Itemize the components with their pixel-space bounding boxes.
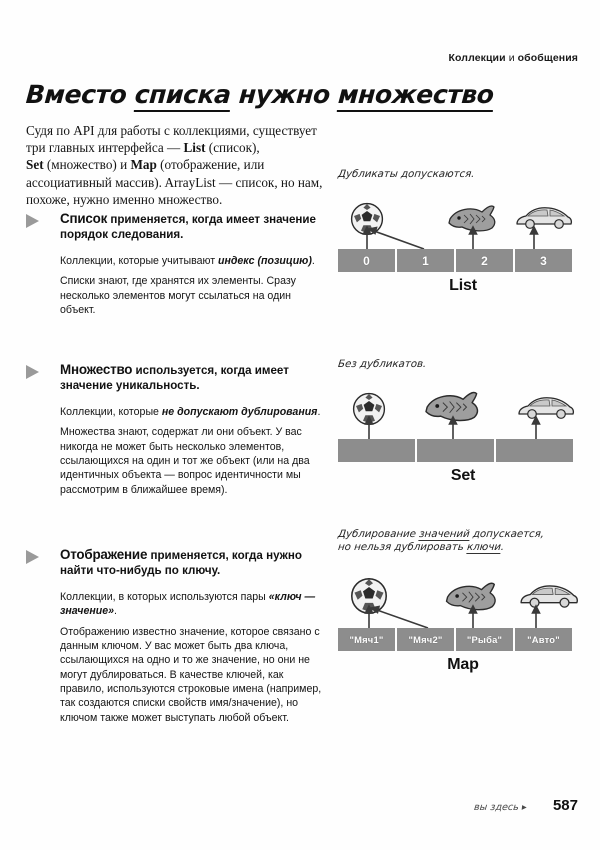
page-footer [474, 797, 578, 814]
intro-line-5: похоже, нужно именно множество. [26, 191, 223, 207]
intro-line-3b: (множество) и [43, 157, 131, 173]
car-icon [514, 204, 574, 237]
page-title-underlined2: множество [337, 80, 495, 112]
running-head-tail: обобщения [517, 52, 578, 64]
list-cell-0: 0 [338, 249, 395, 272]
section-list-lead-rest: применяется, когда имеет значение порядок следования. [60, 213, 316, 241]
section-list-para-1-pre: Коллекции, которые учитывают [60, 255, 218, 268]
diagram-map-note-line-1 [337, 528, 588, 541]
section-list [26, 212, 326, 317]
section-list-para-1 [60, 254, 326, 268]
map-cell-2: "Рыба" [456, 628, 513, 651]
set-cell-1 [417, 439, 494, 462]
triangle-bullet-icon [26, 214, 39, 228]
car-icon [516, 394, 576, 427]
section-map [26, 548, 326, 725]
diagram-list-bar [338, 249, 588, 272]
intro-line-4: ассоциативный массив). ArrayList — список, но нам, [26, 174, 323, 190]
diagram-list-note: Дубликаты допускаются. [337, 169, 476, 180]
map-note-2b: . [500, 542, 505, 553]
soccer-ball-icon [352, 392, 386, 431]
diagram-set-icons [338, 377, 588, 439]
section-map-para-1-pre: Коллекции, в которых используются пары [60, 591, 269, 604]
section-list-para-1-post: . [311, 255, 315, 268]
section-map-para-1 [60, 590, 326, 619]
section-list-para-2: Списки знают, где хранятся их элементы. Сразу несколько элементов могут ссылаться на один объект. [60, 275, 296, 317]
fish-icon [446, 202, 500, 239]
section-set-lead-rest: используется, когда имеет значение уникальность. [60, 364, 289, 392]
section-list-para-1-em: индекс (позицию) [218, 255, 312, 268]
fish-icon [422, 388, 484, 429]
section-map-lead-rest: применяется, когда нужно найти что-нибудь по ключу. [60, 549, 302, 577]
section-map-para-2: Отображению известно значение, которое связано с данным ключом. У вас может быть два ключа, ссылающихся на одно и то же значение, но они не могут дублироваться. В качестве ключей, как правило, используются строковые имена (например, так создаются списки свойств имя/значение), но ключом также может выступать любой объект. [60, 625, 322, 724]
running-head-main: Коллекции [448, 52, 506, 64]
map-cell-0: "Мяч1" [338, 628, 395, 651]
section-list-body [60, 254, 326, 317]
you-are-here-marker: вы здесь ▸ [473, 802, 528, 813]
section-list-term: Список [60, 211, 108, 226]
diagram-map-icons [338, 566, 588, 628]
map-note-1a: Дублирование [337, 529, 420, 540]
map-note-2a: но нельзя дублировать [337, 542, 468, 553]
map-cell-1: "Мяч2" [397, 628, 454, 651]
intro-term-map: Map [130, 157, 157, 173]
map-note-1b: допускается, [469, 529, 545, 540]
section-map-body [60, 590, 326, 725]
diagram-set [338, 358, 588, 485]
diagram-list-label: List [449, 277, 477, 294]
intro-term-set: Set [26, 157, 44, 173]
diagram-map-note-line-2 [337, 541, 588, 554]
triangle-bullet-icon [26, 365, 39, 379]
section-set-lead [60, 363, 326, 393]
section-map-para-1-post: . [114, 605, 117, 618]
diagram-set-label: Set [450, 467, 476, 484]
set-cell-0 [338, 439, 415, 462]
diagram-set-note: Без дубликатов. [337, 359, 427, 370]
section-set-para-1-pre: Коллекции, которые [60, 406, 162, 419]
list-cell-2: 2 [456, 249, 513, 272]
running-head [449, 52, 578, 64]
section-list-lead [60, 212, 326, 242]
section-set-para-1-post: . [317, 406, 321, 419]
diagram-map-label: Map [447, 656, 479, 673]
running-head-conjunction: и [505, 52, 518, 64]
page-title [25, 80, 495, 109]
soccer-ball-icon [350, 577, 388, 620]
page-title-part1: Вместо [24, 80, 136, 109]
section-set-para-1 [60, 405, 326, 419]
map-cell-3: "Авто" [515, 628, 572, 651]
car-icon [518, 582, 580, 616]
section-set-para-2: Множества знают, содержат ли они объект. У вас никогда не может быть несколько элементов, ссылающихся на один и тот же объект (или на два идентичных объекта — вопрос идентичности мы рассмотрим в ближайшее время). [60, 426, 310, 496]
set-cell-2 [496, 439, 573, 462]
intro-line-2a: три главных интерфейса — [26, 140, 184, 156]
intro-line-2c: (список), [205, 140, 260, 156]
section-map-term: Отображение [60, 547, 148, 562]
diagram-list-icons [338, 187, 588, 249]
soccer-ball-icon [350, 202, 384, 241]
triangle-bullet-icon [26, 550, 39, 564]
diagram-map [338, 528, 588, 674]
list-cell-3: 3 [515, 249, 572, 272]
intro-line-3d: (отображение, или [156, 157, 265, 173]
page-title-part2: нужно [229, 80, 340, 109]
list-cell-1: 1 [397, 249, 454, 272]
page-title-underlined1: списка [134, 80, 232, 112]
diagram-list [338, 168, 588, 295]
diagram-set-bar [338, 439, 588, 462]
section-set-para-1-em: не допускают дублирования [161, 406, 318, 419]
section-map-lead [60, 548, 326, 578]
intro-paragraph [26, 122, 326, 208]
intro-term-list: List [183, 140, 206, 156]
page-number: 587 [552, 797, 578, 814]
map-note-1-underlined: значений [418, 529, 471, 540]
diagram-map-bar [338, 628, 588, 651]
section-set [26, 363, 326, 497]
section-map-para-1-em: «ключ — значение» [60, 591, 316, 618]
section-set-body [60, 405, 326, 497]
fish-icon [443, 579, 501, 618]
map-note-2-underlined: ключи [466, 542, 502, 553]
intro-line-1: Судя по API для работы с коллекциями, существует [26, 123, 317, 138]
section-set-term: Множество [60, 362, 133, 377]
